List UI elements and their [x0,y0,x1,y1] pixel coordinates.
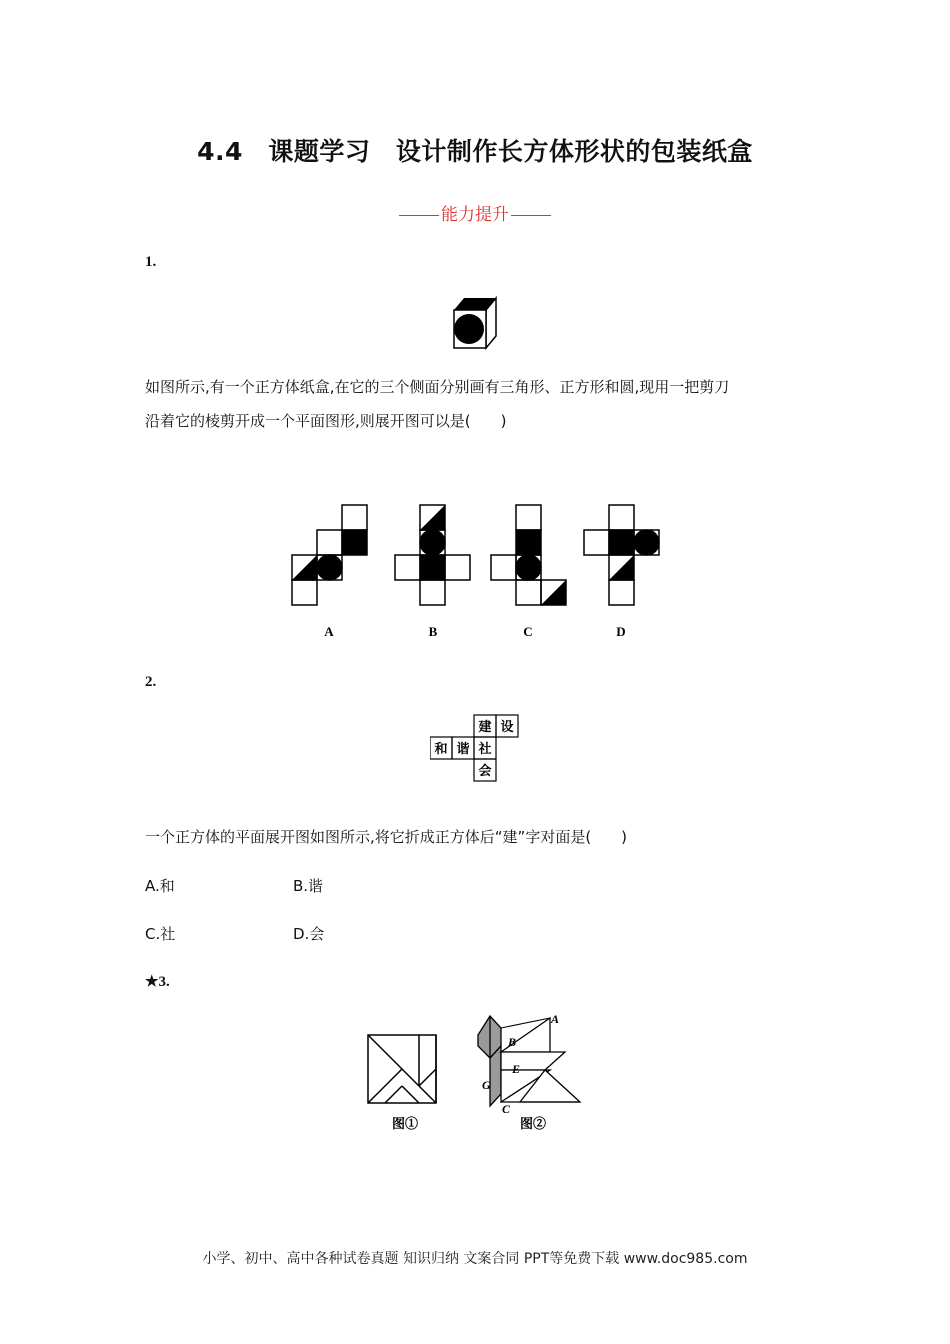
page-title: 4.4 课题学习 设计制作长方体形状的包装纸盒 [197,137,753,166]
option-b: B.谐 [293,877,324,895]
net-label-c: C [523,624,533,639]
question-1-text [145,370,805,438]
point-e-label: E [512,1062,521,1076]
cell-he: 和 [434,741,448,756]
cube-figure [448,294,500,350]
cell-hui: 会 [478,763,492,778]
cube-nets-figure [285,498,665,646]
figure-1-caption: 图① [391,1116,419,1131]
point-c-label: C [502,1102,511,1116]
tangram-swan [478,1016,580,1106]
net-a [292,505,367,605]
figure-2-caption: 图② [519,1116,547,1131]
question-2-number: 2. [145,674,157,690]
character-net-figure [430,712,522,782]
question-1-number: 1. [145,254,157,270]
footer-text: 小学、初中、高中各种试卷真题 知识归纳 文案合同 PPT等免费下载 www.doc985.com [202,1251,748,1267]
question-1-line2: 沿着它的棱剪开成一个平面图形,则展开图可以是( ) [145,412,507,430]
cell-she-design: 设 [500,719,514,734]
net-d [584,505,659,605]
section-label: 能力提升 [441,205,509,225]
option-c: C.社 [145,925,176,943]
net-label-b: B [428,624,438,639]
point-b-label: B [508,1035,517,1049]
question-2-text: 一个正方体的平面展开图如图所示,将它折成正方体后“建”字对面是( ) [145,828,628,846]
net-b [395,505,470,605]
cube-circle [454,314,484,344]
section-line-right [511,215,551,216]
option-d: D.会 [293,925,325,943]
option-a: A.和 [145,877,175,895]
point-a-label: A [551,1012,560,1026]
tangram-figure [360,1008,590,1138]
tangram-square [368,1035,436,1103]
question-3-number: ★3. [145,974,170,990]
cell-jian: 建 [478,719,492,734]
net-label-d: D [616,624,626,639]
question-1-line1: 如图所示,有一个正方体纸盒,在它的三个侧面分别画有三角形、正方形和圆,现用一把剪刀 [145,378,730,396]
cell-she-society: 社 [478,741,492,756]
point-g-label: G [482,1078,491,1092]
cell-xie: 谐 [456,741,470,756]
net-c [491,505,566,605]
section-header [0,200,950,225]
net-label-a: A [324,624,334,639]
section-line-left [399,215,439,216]
